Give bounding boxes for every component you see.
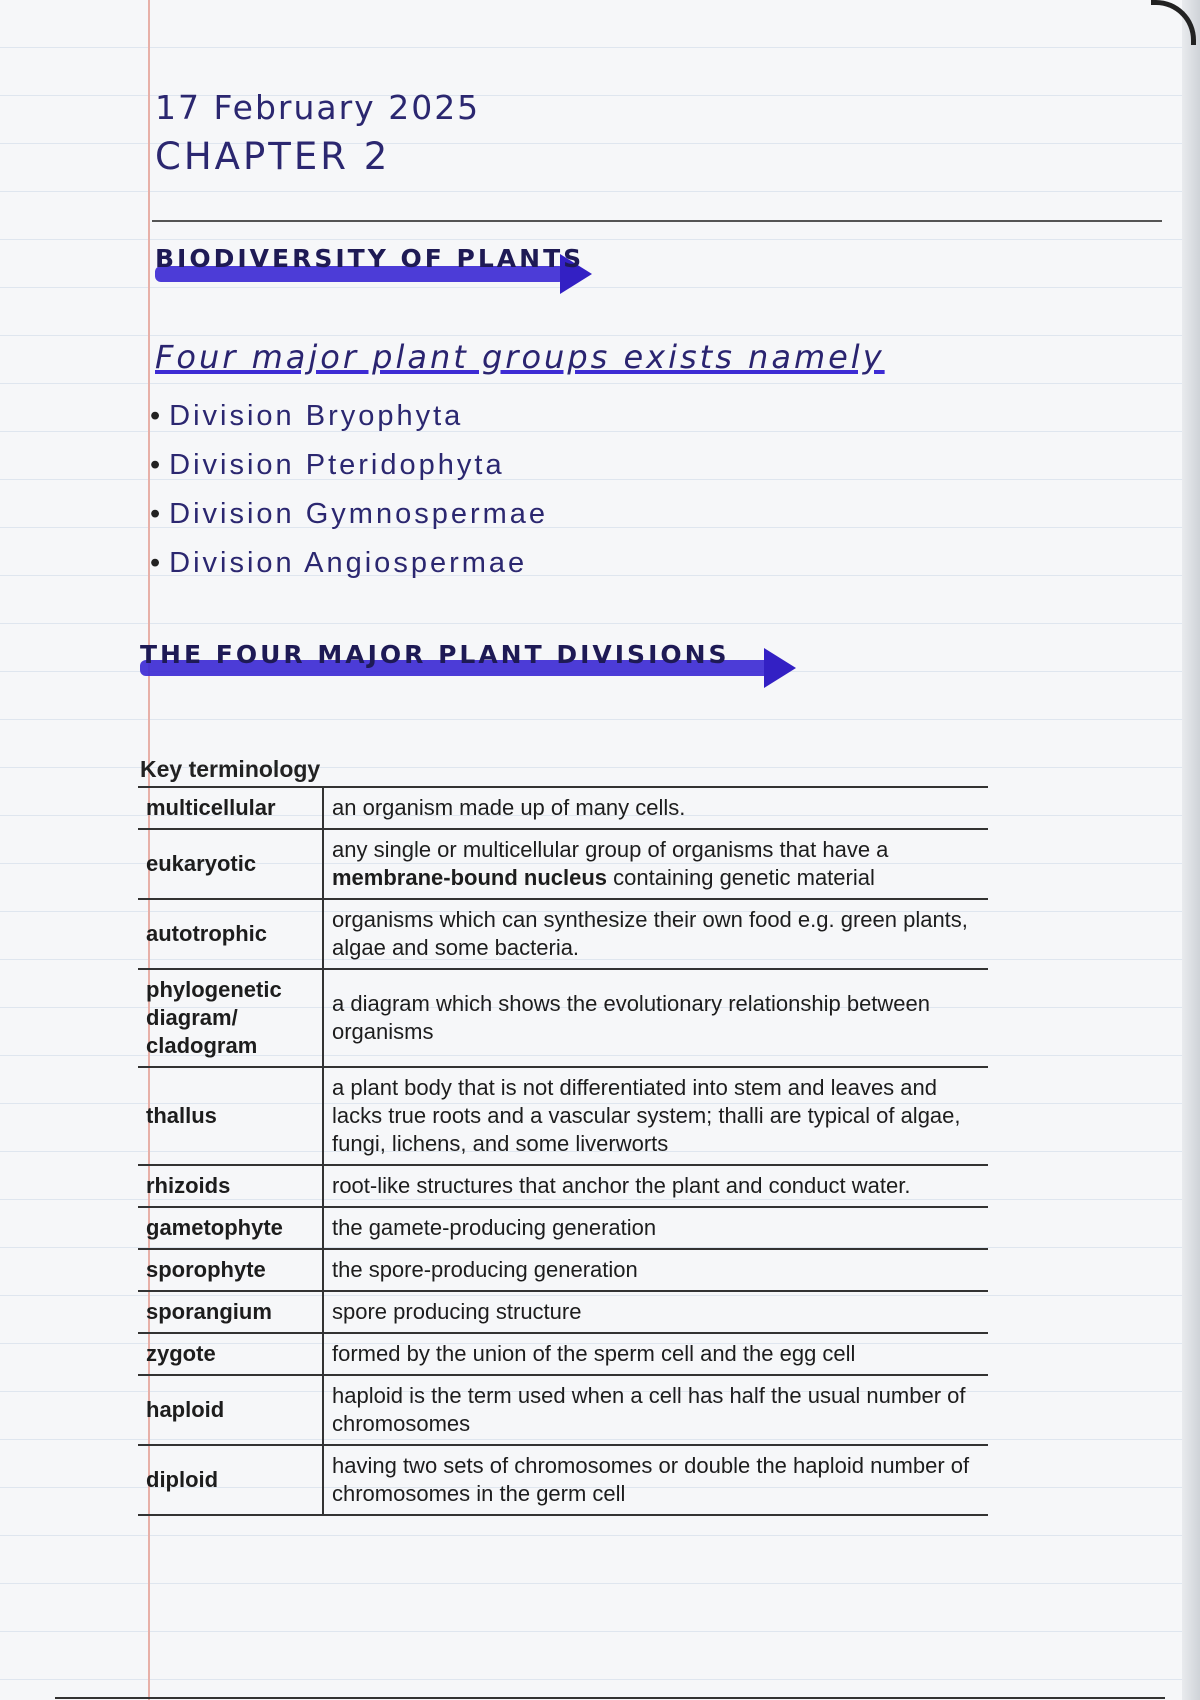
table-row <box>138 1207 988 1249</box>
term-cell: autotrophic <box>138 899 323 969</box>
definition-cell: spore producing structure <box>323 1291 988 1333</box>
list-item: • Division Gymnospermae <box>150 490 548 539</box>
term-cell: rhizoids <box>138 1165 323 1207</box>
definition-bold-text: membrane-bound nucleus <box>332 865 608 890</box>
table-row <box>138 829 988 899</box>
table-row <box>138 1333 988 1375</box>
term-cell: haploid <box>138 1375 323 1445</box>
table-row <box>138 899 988 969</box>
table-row <box>138 1165 988 1207</box>
bottom-line <box>55 1697 1165 1699</box>
chapter-title: CHAPTER 2 <box>155 135 391 178</box>
definition-cell: organisms which can synthesize their own food e.g. green plants, algae and some bacteria. <box>323 899 988 969</box>
term-cell: thallus <box>138 1067 323 1165</box>
note-date: 17 February 2025 <box>155 88 481 127</box>
definition-cell: haploid is the term used when a cell has half the usual number of chromosomes <box>323 1375 988 1445</box>
divider-line <box>152 220 1162 222</box>
table-row <box>138 1445 988 1515</box>
table-row <box>138 1375 988 1445</box>
term-cell: sporophyte <box>138 1249 323 1291</box>
page-edge <box>1182 0 1200 1700</box>
section-heading-biodiversity: BIODIVERSITY OF PLANTS <box>155 244 585 273</box>
definition-cell: a plant body that is not differentiated into stem and leaves and lacks true roots and a vascular system; thalli are typical of algae, fungi, lichens, and some liverworts <box>323 1067 988 1165</box>
definition-text: any single or multicellular group of organisms that have a <box>332 837 889 862</box>
table-row <box>138 787 988 829</box>
term-cell: zygote <box>138 1333 323 1375</box>
list-item: • Division Angiospermae <box>150 539 548 588</box>
list-item: • Division Bryophyta <box>150 392 548 441</box>
groups-intro: Four major plant groups exists namely <box>155 338 885 376</box>
term-cell: gametophyte <box>138 1207 323 1249</box>
definition-cell: root-like structures that anchor the plant and conduct water. <box>323 1165 988 1207</box>
definition-cell: the gamete-producing generation <box>323 1207 988 1249</box>
definition-cell: a diagram which shows the evolutionary relationship between organisms <box>323 969 988 1067</box>
section-heading-divisions: THE FOUR MAJOR PLANT DIVISIONS <box>140 640 730 669</box>
arrow-icon <box>764 648 796 688</box>
definition-cell: the spore-producing generation <box>323 1249 988 1291</box>
term-cell: multicellular <box>138 787 323 829</box>
plant-groups-list <box>150 392 548 588</box>
definition-cell: having two sets of chromosomes or double the haploid number of chromosomes in the germ cell <box>323 1445 988 1515</box>
table-row <box>138 969 988 1067</box>
definition-cell <box>323 829 988 899</box>
key-terminology-table <box>138 786 988 1516</box>
definition-cell: formed by the union of the sperm cell and the egg cell <box>323 1333 988 1375</box>
term-cell: sporangium <box>138 1291 323 1333</box>
term-cell: phylogenetic diagram/ cladogram <box>138 969 323 1067</box>
definition-cell: an organism made up of many cells. <box>323 787 988 829</box>
list-item: • Division Pteridophyta <box>150 441 548 490</box>
table-row <box>138 1067 988 1165</box>
term-cell: eukaryotic <box>138 829 323 899</box>
term-cell: diploid <box>138 1445 323 1515</box>
table-row <box>138 1291 988 1333</box>
definition-text: containing genetic material <box>607 865 875 890</box>
table-row <box>138 1249 988 1291</box>
key-terminology-title: Key terminology <box>140 756 321 782</box>
